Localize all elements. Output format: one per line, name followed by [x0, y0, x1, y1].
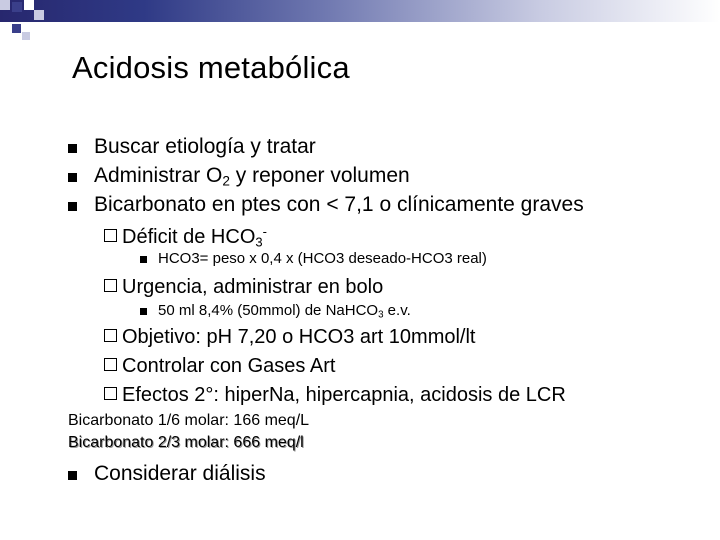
- decorative-square: [24, 0, 34, 10]
- decorative-square: [12, 2, 22, 12]
- subsubitem-formula: HCO3= peso x 0,4 x (HCO3 deseado-HCO3 real): [158, 250, 487, 267]
- bullet-marker: [140, 256, 147, 263]
- subitem-controlar: Controlar con Gases Art: [104, 355, 335, 378]
- bullet-administrar: Administrar $O_2$ y reponer volumen: [94, 164, 410, 189]
- header-gradient-bar: [0, 0, 720, 22]
- bullet-marker: [140, 308, 147, 315]
- subitem-efectos: Efectos 2°: hiperNa, hipercapnia, acidosis de LCR: [104, 384, 566, 407]
- bullet-marker: [68, 144, 77, 153]
- hollow-square-bullet: [104, 229, 117, 242]
- subsubitem-dose: 50 ml 8,4% (50mmol) de NaHCO$_3$ e.v.: [158, 302, 411, 321]
- hollow-square-bullet: [104, 279, 117, 292]
- decorative-square: [0, 22, 10, 32]
- note-bicarb-1-6: Bicarbonato 1/6 molar: 166 meq/L: [68, 412, 310, 429]
- bullet-marker: [68, 173, 77, 182]
- decorative-square: [12, 24, 21, 33]
- subitem-objetivo: Objetivo: pH 7,20 o HCO3 art 10mmol/lt: [104, 326, 475, 349]
- bullet-marker: [68, 471, 77, 480]
- decorative-square: [22, 32, 30, 40]
- hollow-square-bullet: [104, 387, 117, 400]
- subitem-deficit: Déficit de $HCO_3^-$: [104, 224, 267, 249]
- bullet-marker: [68, 202, 77, 211]
- hollow-square-bullet: [104, 358, 117, 371]
- bullet-dialisis: Considerar diálisis: [94, 462, 266, 485]
- subitem-urgencia: Urgencia, administrar en bolo: [104, 276, 383, 299]
- bullet-bicarbonato: Bicarbonato en ptes con < 7,1 o clínicamente graves: [94, 193, 584, 216]
- note-bicarb-2-3: Bicarbonato 2/3 molar: 666 meq/l: [68, 434, 304, 451]
- decorative-square: [34, 10, 44, 20]
- decorative-square: [0, 0, 10, 10]
- hollow-square-bullet: [104, 329, 117, 342]
- bullet-etiologia: Buscar etiología y tratar: [94, 135, 316, 158]
- slide-title: Acidosis metabólica: [72, 50, 350, 85]
